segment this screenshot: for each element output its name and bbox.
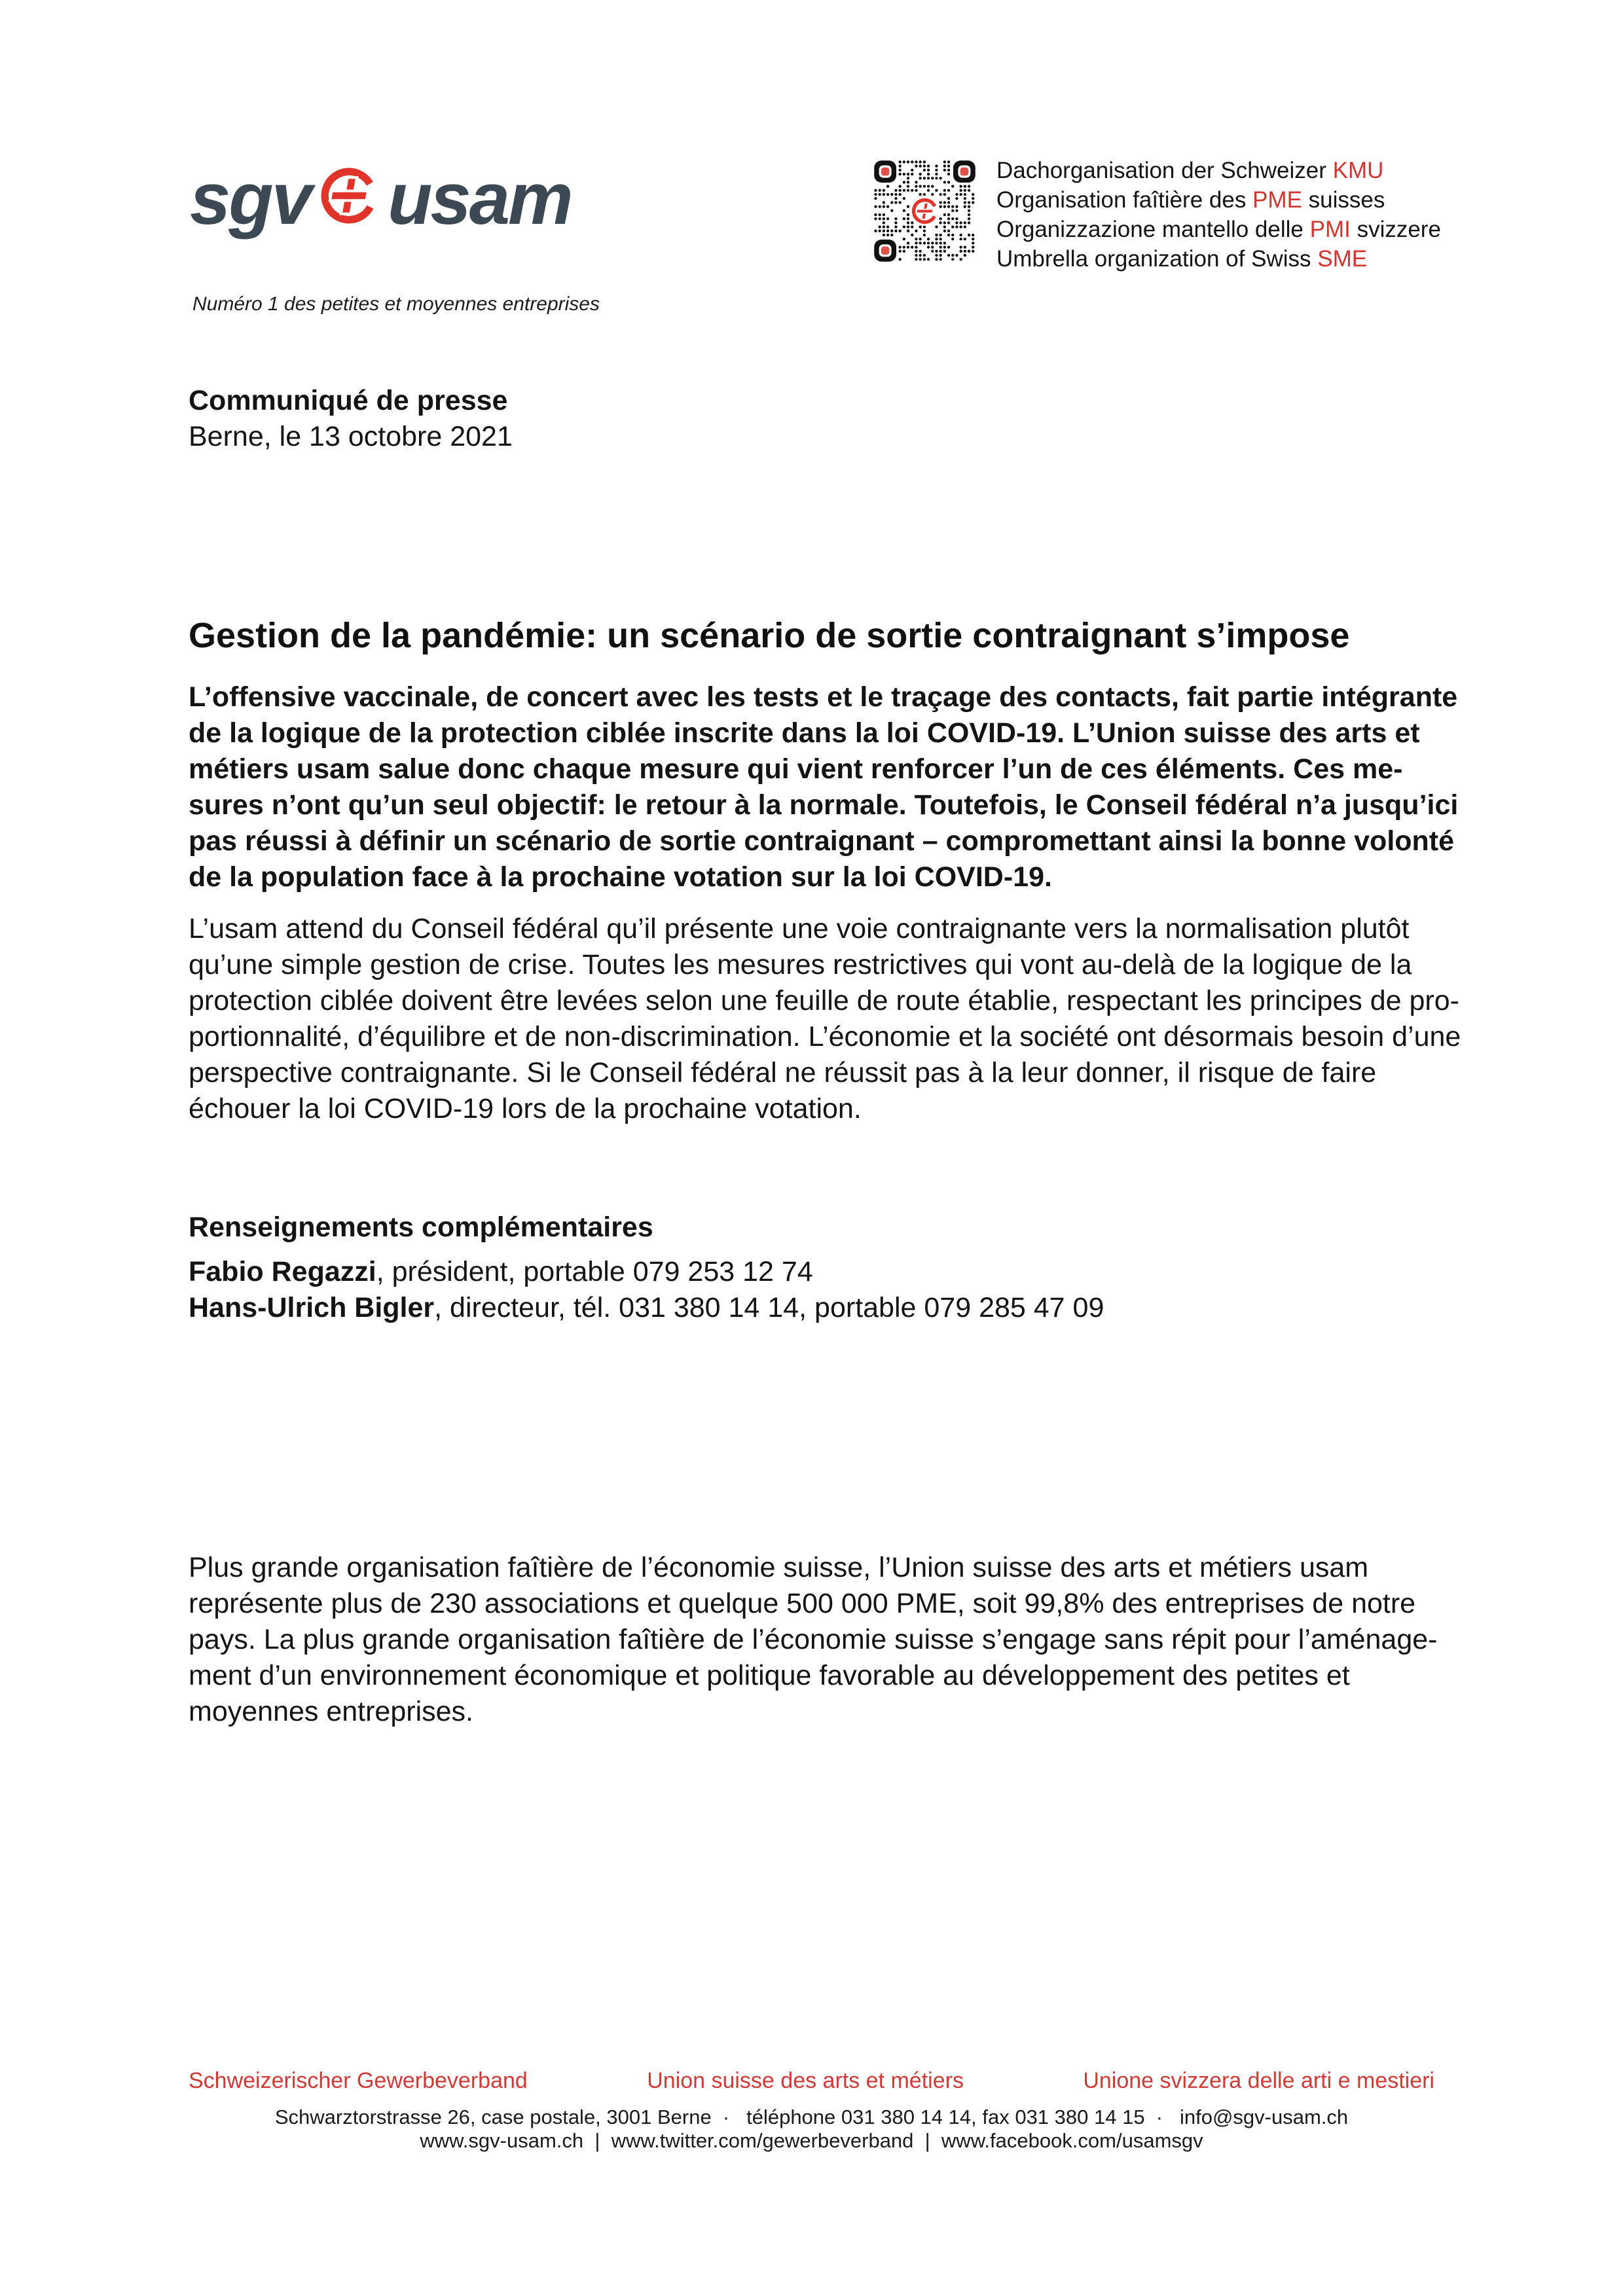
lead-line: de la logique de la protection ciblée inscrite dans la loi COVID-19. L’Union suisse des arts et <box>189 717 1420 749</box>
boilerplate-line: Plus grande organisation faîtière de l’économie suisse, l’Union suisse des arts et métiers usam <box>189 1552 1369 1583</box>
org-line-it: Organizzazione mantello delle PMI svizzere <box>996 217 1441 242</box>
body-line: échouer la loi COVID-19 lors de la prochaine votation. <box>189 1093 862 1124</box>
boilerplate-line: ment d’un environnement économique et politique favorable au développement des petites et <box>189 1660 1350 1691</box>
qr-finder-bottom-left <box>874 240 896 262</box>
lead-line: métiers usam salue donc chaque mesure qui vient renforcer l’un de ces éléments. Ces me- <box>189 753 1403 785</box>
footer-org-it: Unione svizzera delle arti e mestieri <box>1083 2068 1434 2093</box>
lead-paragraph <box>189 679 1458 895</box>
contact-details: , président, portable 079 253 12 74 <box>376 1256 813 1287</box>
contact-line <box>189 1290 1104 1326</box>
footer-org-fr: Union suisse des arts et métiers <box>647 2068 964 2093</box>
page-title: Gestion de la pandémie: un scénario de sortie contraignant s’impose <box>189 616 1350 655</box>
boilerplate-line: représente plus de 230 associations et quelque 500 000 PME, soit 99,8% des entreprises de notre <box>189 1588 1416 1619</box>
swiss-cross-at-ring-icon <box>317 164 381 231</box>
qr-finder-top-left <box>874 160 896 183</box>
qr-finder-top-right <box>953 160 976 183</box>
contact-name: Fabio Regazzi <box>189 1256 376 1287</box>
body-line: portionnalité, d’équilibre et de non-discrimination. L’économie et la société ont désormais besoin d’une <box>189 1021 1461 1052</box>
contacts-heading: Renseignements complémentaires <box>189 1211 653 1243</box>
footer-links: www.sgv-usam.ch | www.twitter.com/gewerbeverband | www.facebook.com/usamsgv <box>420 2129 1203 2152</box>
body-paragraph <box>189 911 1461 1127</box>
logo-text-sgv: sgv <box>190 158 310 240</box>
body-line: qu’une simple gestion de crise. Toutes les mesures restrictives qui vont au-delà de la logique de la <box>189 949 1412 980</box>
footer-org-row <box>189 2067 1434 2094</box>
lead-line: sures n’ont qu’un seul objectif: le retour à la normale. Toutefois, le Conseil fédéral n’a jusqu’ici <box>189 789 1459 821</box>
contact-name: Hans-Ulrich Bigler <box>189 1292 435 1323</box>
doc-type: Communiqué de presse <box>189 385 508 416</box>
qr-code <box>872 158 977 267</box>
footer-address: Schwarztorstrasse 26, case postale, 3001 Berne · téléphone 031 380 14 14, fax 031 380 14 15 · info@sgv-usam.ch <box>274 2106 1349 2128</box>
contact-details: , directeur, tél. 031 380 14 14, portable 079 285 47 09 <box>434 1292 1104 1323</box>
body-line: L’usam attend du Conseil fédéral qu’il présente une voie contraignante vers la normalisation plutôt <box>189 913 1410 944</box>
boilerplate-line: pays. La plus grande organisation faîtière de l’économie suisse s’engage sans répit pour l’aménage- <box>189 1624 1438 1655</box>
org-line-fr: Organisation faîtière des PME suisses <box>996 187 1385 213</box>
org-line-de: Dachorganisation der Schweizer KMU <box>996 158 1384 183</box>
body-line: protection ciblée doivent être levées selon une feuille de route établie, respectant les principes de pro- <box>189 985 1459 1016</box>
qr-center-logo <box>910 196 940 226</box>
logo-tagline: Numéro 1 des petites et moyennes entreprises <box>192 293 600 315</box>
org-logo <box>190 158 572 240</box>
lead-line: de la population face à la prochaine votation sur la loi COVID-19. <box>189 861 1052 893</box>
org-line-en: Umbrella organization of Swiss SME <box>996 246 1368 272</box>
contact-line <box>189 1254 813 1290</box>
boilerplate-line: moyennes entreprises. <box>189 1696 473 1727</box>
org-description-block <box>996 156 1441 274</box>
lead-line: L’offensive vaccinale, de concert avec les tests et le traçage des contacts, fait partie intégrante <box>189 681 1458 713</box>
footer-org-de: Schweizerischer Gewerbeverband <box>189 2068 528 2093</box>
dateline: Berne, le 13 octobre 2021 <box>189 421 513 452</box>
lead-line: pas réussi à définir un scénario de sortie contraignant – compromettant ainsi la bonne volonté <box>189 825 1455 857</box>
boilerplate <box>189 1550 1438 1730</box>
logo-text-usam: usam <box>388 158 572 240</box>
body-line: perspective contraignante. Si le Conseil fédéral ne réussit pas à la leur donner, il risque de faire <box>189 1057 1377 1088</box>
